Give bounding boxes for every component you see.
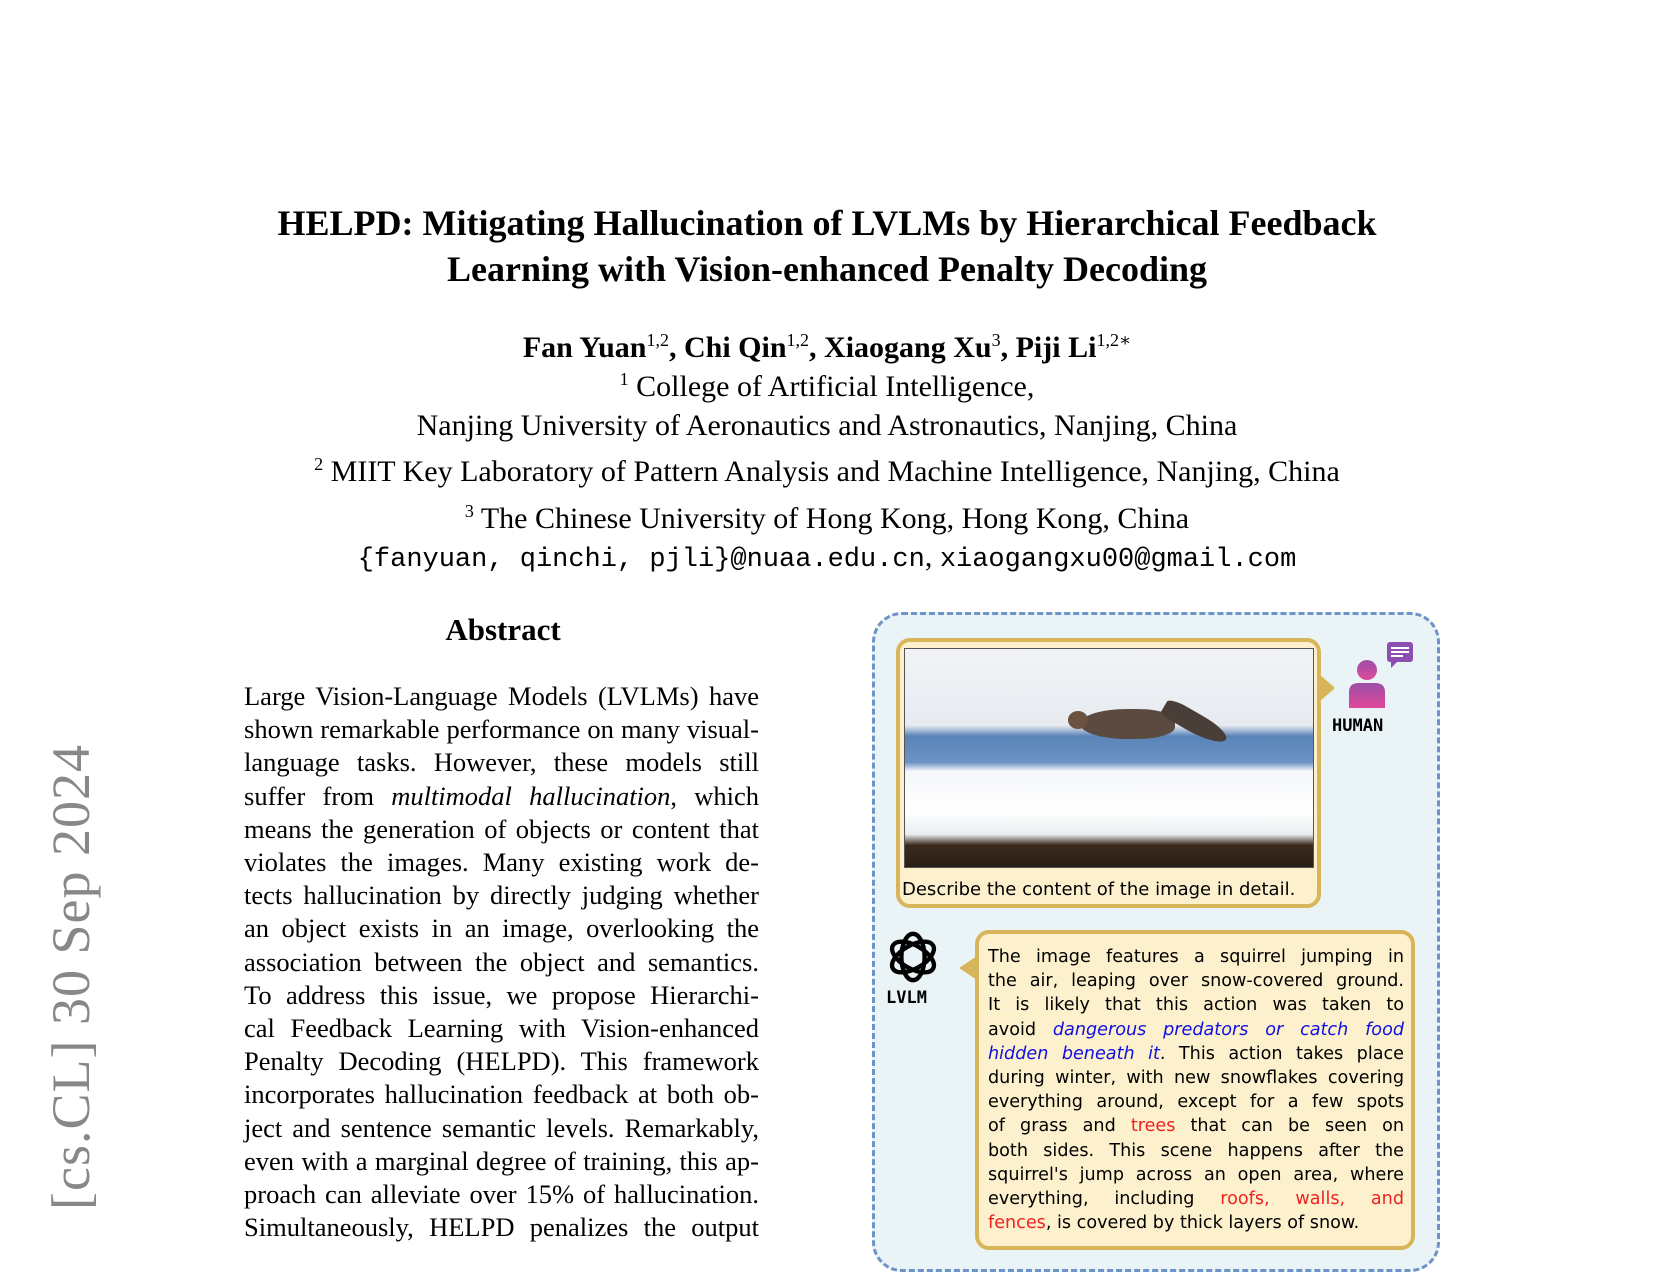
response-line: everything, including roofs, walls, and	[988, 1189, 1404, 1210]
abstract-line: proach can alleviate over 15% of hallucination.	[244, 1179, 759, 1210]
abstract-line: Large Vision-Language Models (LVLMs) have	[244, 681, 759, 711]
squirrel-photo	[904, 648, 1314, 868]
affiliation: Nanjing University of Aeronautics and Astronautics, Nanjing, China	[416, 408, 1238, 442]
abstract-heading: Abstract	[445, 612, 561, 647]
title-line-1: HELPD: Mitigating Hallucination of LVLMs by Hierarchical Feedback	[277, 203, 1377, 243]
response-line: everything around, except for a few spots	[988, 1092, 1404, 1113]
affiliation: $^2$ MIIT Key Laboratory of Pattern Analysis and Machine Intelligence, Nanjing, China	[314, 454, 1340, 488]
human-prompt: Describe the content of the image in detail.	[902, 879, 1296, 900]
abstract-line: Simultaneously, HELPD penalizes the output	[244, 1212, 759, 1243]
affiliations	[0, 360, 1654, 580]
author: Fan Yuan	[522, 331, 647, 364]
abstract-line: incorporates hallucination feedback at both ob-	[244, 1079, 759, 1110]
lvlm-label: LVLM	[886, 988, 927, 1008]
semantic-hallucination: hidden beneath it	[988, 1043, 1160, 1064]
author-list: Fan Yuan$^{1,2}$, Chi Qin$^{1,2}$, Xiaogang Xu$^3$, Piji $Li^{1,2∗}$	[522, 330, 1132, 364]
semantic-hallucination: dangerous predators or catch food	[1052, 1019, 1405, 1040]
human-label: HUMAN	[1332, 716, 1384, 736]
abstract-line: an object exists in an image, overlooking the	[244, 913, 759, 944]
affiliation: $^3$ The Chinese University of Hong Kong, Hong Kong, China	[464, 500, 1190, 535]
author: Xiaogang Xu	[824, 331, 992, 364]
abstract-line: association between the object and semantics.	[244, 946, 759, 977]
object-hallucination: fences	[988, 1213, 1046, 1234]
title-line-2: Learning with Vision-enhanced Penalty Decoding	[446, 249, 1208, 289]
abstract-line: means the generation of objects or content that	[244, 813, 759, 844]
response-line: squirrel's jump across an open area, where	[988, 1164, 1404, 1185]
abstract-line: tects hallucination by directly judging whether	[244, 880, 759, 911]
abstract-line: language tasks. However, these models still	[244, 747, 759, 778]
response-line: the air, leaping over snow-covered ground.	[988, 971, 1404, 992]
openai-logo-icon	[884, 928, 942, 986]
lvlm-response	[988, 945, 1404, 1235]
object-hallucination: roofs, walls, and	[1220, 1189, 1404, 1210]
abstract-line: cal Feedback Learning with Vision-enhanced	[244, 1013, 759, 1044]
response-line: It is likely that this action was taken to	[988, 995, 1404, 1016]
response-line: The image features a squirrel jumping in	[988, 947, 1404, 967]
affiliation: $^1$ College of Artificial Intelligence,	[619, 369, 1035, 403]
author: Piji Li	[1015, 331, 1097, 364]
response-line: during winter, with new snowflakes covering	[988, 1068, 1404, 1089]
abstract-line: ject and sentence semantic levels. Remarkably,	[244, 1112, 759, 1143]
abstract-line: To address this issue, we propose Hierarchi-	[244, 979, 759, 1010]
human-user-icon	[1345, 640, 1415, 710]
abstract-line: shown remarkable performance on many visual-	[244, 714, 759, 745]
response-line: hidden beneath it. This action takes place	[988, 1043, 1405, 1064]
abstract-line: Penalty Decoding (HELPD). This framework	[244, 1046, 759, 1077]
arxiv-stamp: [cs.CL] 30 Sep 2024	[41, 744, 101, 1210]
response-line: avoid dangerous predators or catch food	[988, 1019, 1405, 1040]
response-line: of grass and trees that can be seen on	[988, 1116, 1405, 1137]
object-hallucination: trees	[1130, 1116, 1176, 1137]
author: Chi Qin	[684, 331, 787, 364]
response-line: fences, is covered by thick layers of snow.	[988, 1213, 1360, 1234]
abstract-line: even with a marginal degree of training, this ap-	[244, 1145, 759, 1176]
abstract-line: suffer from multimodal hallucination, which	[244, 780, 759, 811]
emails: {fanyuan, qinchi, pjli}@nuaa.edu.cn, xiaogangxu00@gmail.com	[357, 540, 1297, 575]
paper-title	[0, 200, 1654, 292]
response-line: both sides. This scene happens after the	[988, 1140, 1404, 1161]
abstract-line: violates the images. Many existing work de-	[244, 847, 759, 878]
abstract-body	[244, 680, 759, 1244]
